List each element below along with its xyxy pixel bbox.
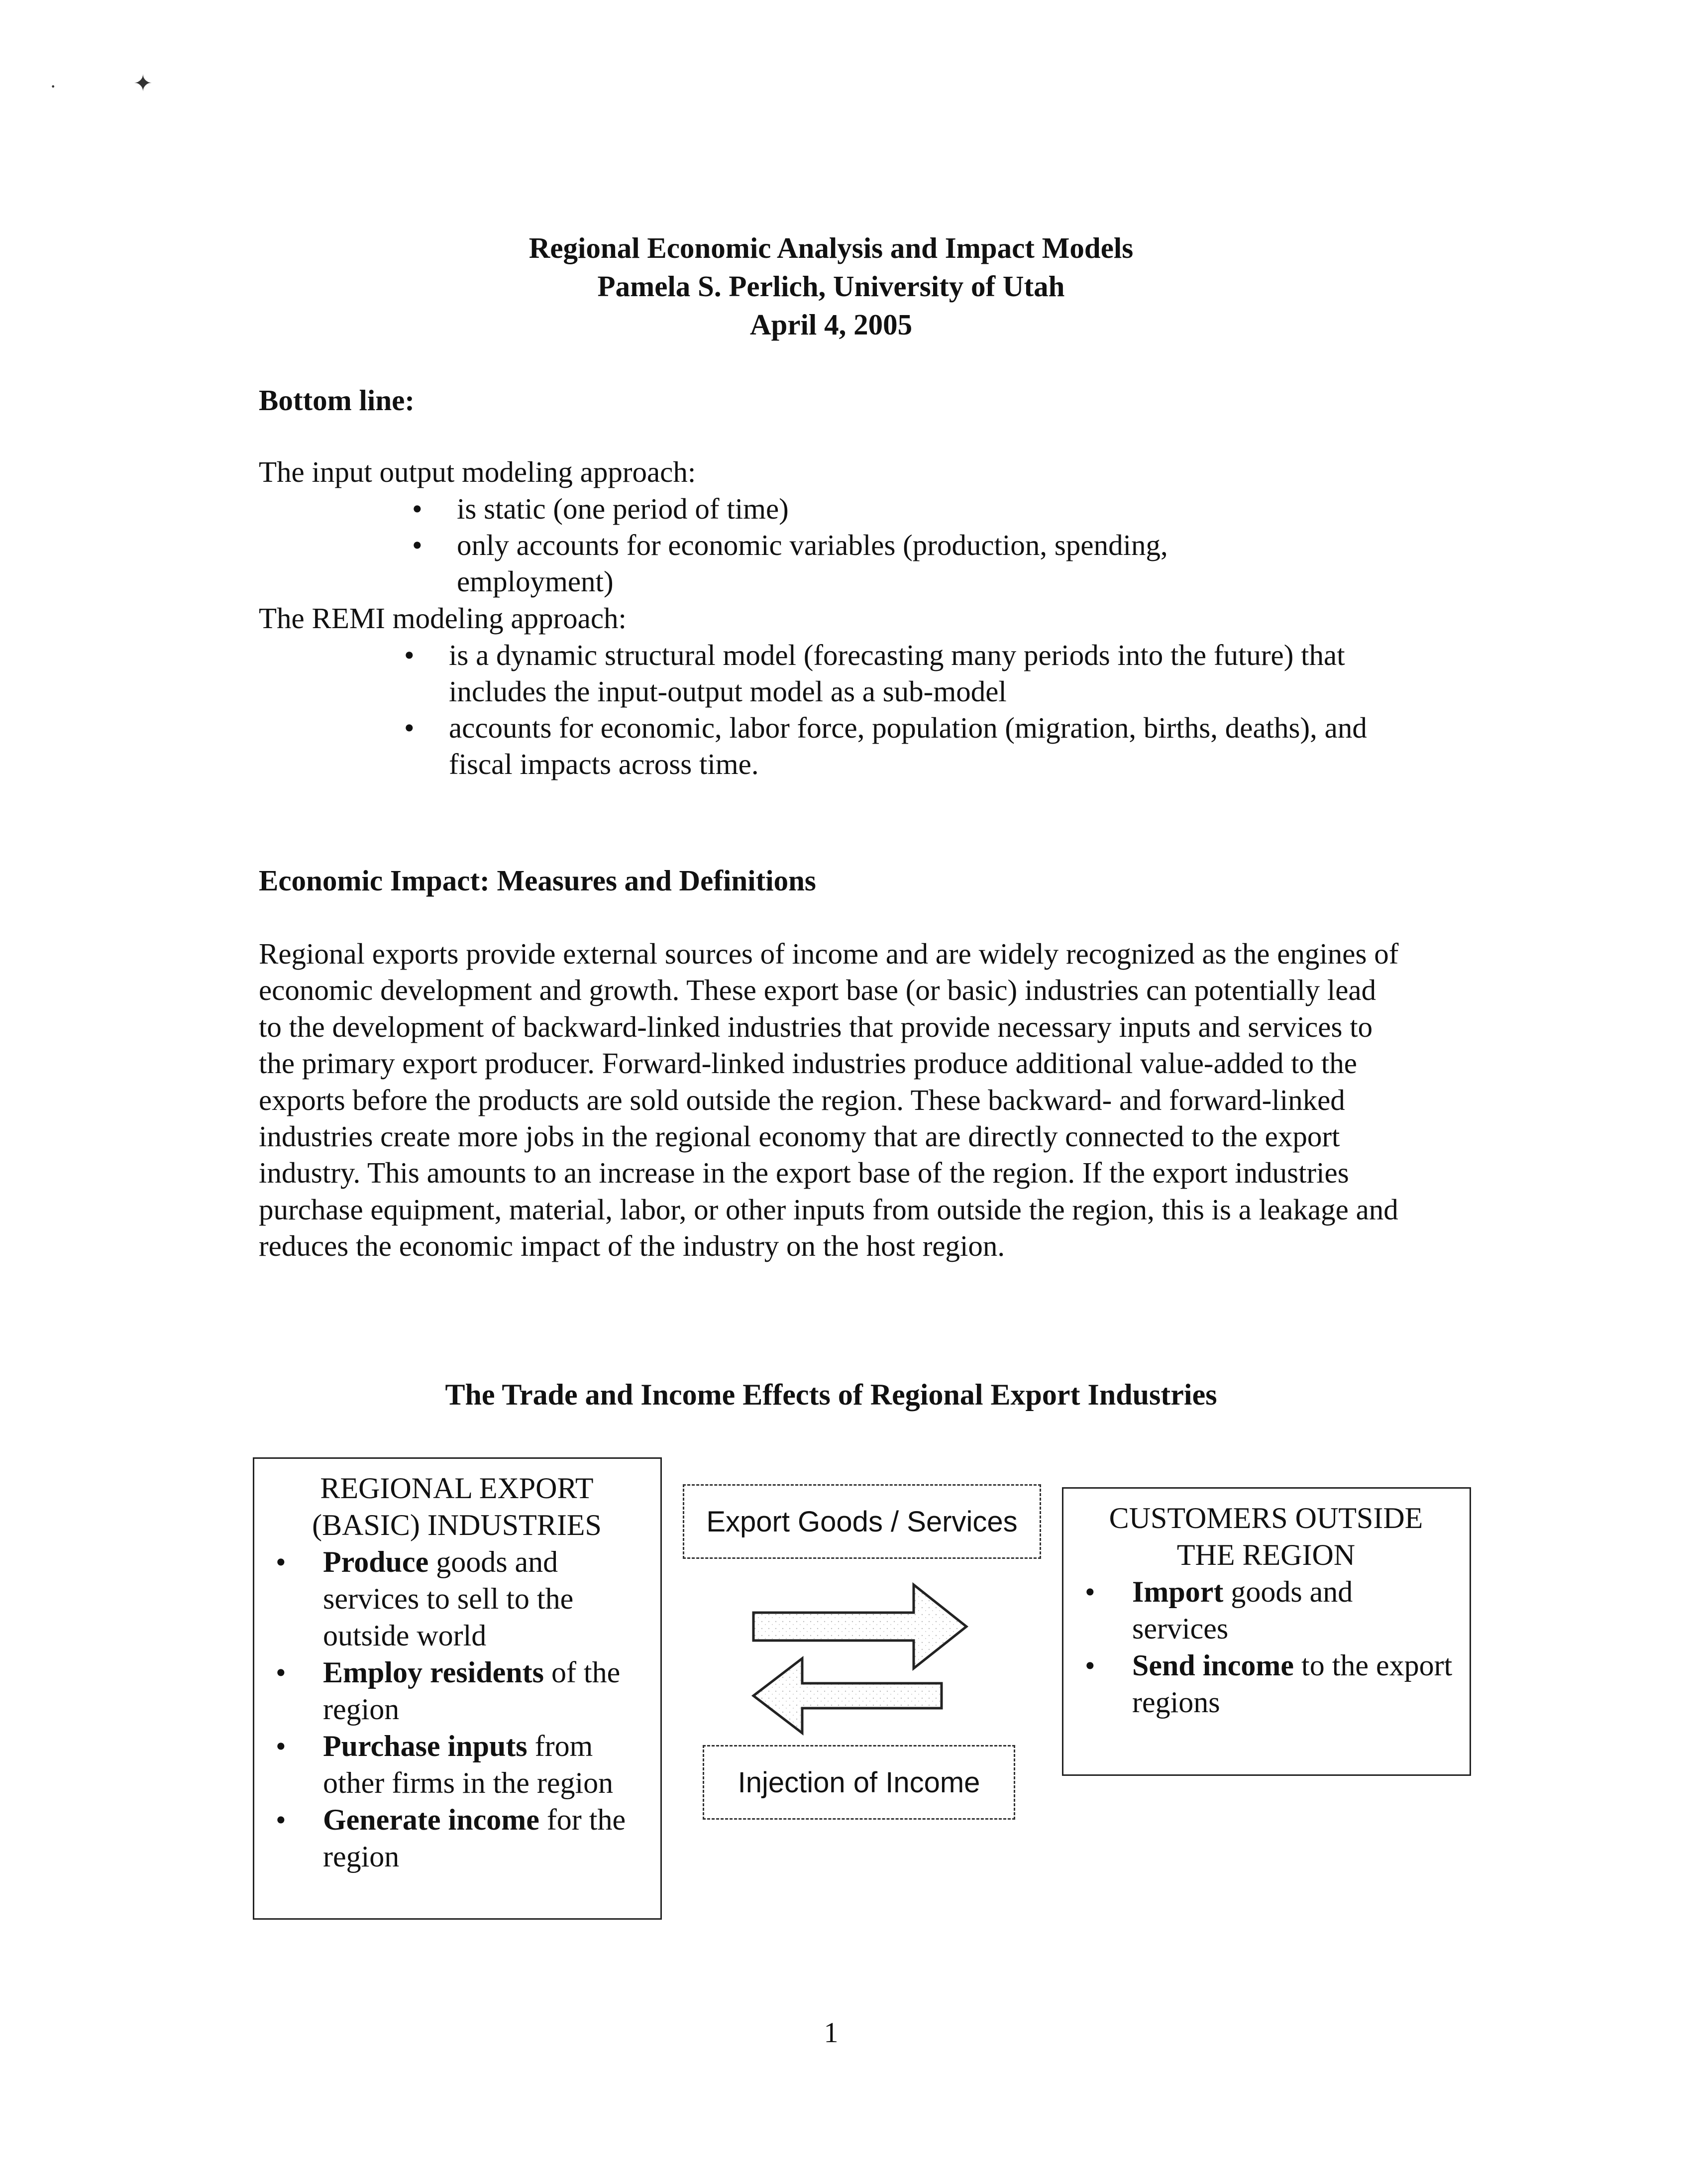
page-number: 1 <box>824 2016 839 2049</box>
left-box-title-line2: (BASIC) INDUSTRIES <box>312 1509 602 1541</box>
right-box-title-line2: THE REGION <box>1176 1538 1356 1571</box>
document-date: April 4, 2005 <box>749 308 913 341</box>
impact-paragraph: Regional exports provide external sources of income and are widely recognized as the engines of economic development and growth. These export base (or basic) industries can potentially lead to the development of backward-linked industries that provide necessary inputs and services to the primary export producer. Forward-linked industries produce additional value-added to the exports before the products are sold outside the region. These backward- and forward-linked industries create more jobs in the regional economy that are directly connected to the export industry. This amounts to an increase in the export base of the region. If the export industries purchase equipment, material, labor, or other inputs from outside the region, this is a leakage and reduces the economic impact of the industry on the host region. <box>259 937 1399 1263</box>
customers-outside-box <box>1062 1487 1471 1776</box>
regional-export-box <box>253 1457 662 1920</box>
remi-intro: The REMI modeling approach: <box>259 602 627 635</box>
document-author: Pamela S. Perlich, University of Utah <box>597 270 1065 303</box>
remi-list <box>449 637 1409 782</box>
export-goods-label: Export Goods / Services <box>706 1505 1018 1538</box>
left-box-item: • Produce goods and services to sell to the outside world <box>323 1543 645 1654</box>
document-title: Regional Economic Analysis and Impact Models <box>528 231 1134 264</box>
remi-item: • accounts for economic, labor force, population (migration, births, deaths), and fiscal impacts across time. <box>449 710 1409 782</box>
io-list <box>457 491 1303 600</box>
scan-mark: · <box>50 75 57 98</box>
left-box-item: • Employ residents of the region <box>323 1654 645 1728</box>
right-box-title-line1: CUSTOMERS OUTSIDE <box>1109 1502 1423 1534</box>
io-item: • only accounts for economic variables (production, spending, employment) <box>457 527 1303 600</box>
remi-item: • is a dynamic structural model (forecasting many periods into the future) that includes the input-output model as a sub-model <box>449 637 1409 710</box>
io-item: • is static (one period of time) <box>457 491 1303 527</box>
flow-arrows <box>746 1578 980 1742</box>
injection-income-label-box <box>703 1745 1015 1820</box>
left-box-title-line1: REGIONAL EXPORT <box>320 1472 594 1505</box>
injection-income-label: Injection of Income <box>738 1766 980 1799</box>
arrow-right-icon <box>753 1585 966 1668</box>
right-box-item: • Import goods and services <box>1132 1573 1455 1647</box>
left-box-item: • Generate income for the region <box>323 1801 645 1875</box>
left-box-list <box>323 1543 645 1875</box>
document-header <box>0 229 1662 344</box>
impact-heading: Economic Impact: Measures and Definitions <box>259 864 816 897</box>
right-box-list <box>1132 1573 1455 1721</box>
left-box-item: • Purchase inputs from other firms in the region <box>323 1728 645 1801</box>
right-box-item: • Send income to the export regions <box>1132 1647 1455 1721</box>
export-goods-label-box <box>683 1484 1041 1559</box>
scan-mark: ✦ <box>133 71 153 96</box>
io-intro: The input output modeling approach: <box>259 455 696 488</box>
diagram-title: The Trade and Income Effects of Regional Export Industries <box>445 1378 1217 1411</box>
bottom-line-heading: Bottom line: <box>259 384 415 417</box>
